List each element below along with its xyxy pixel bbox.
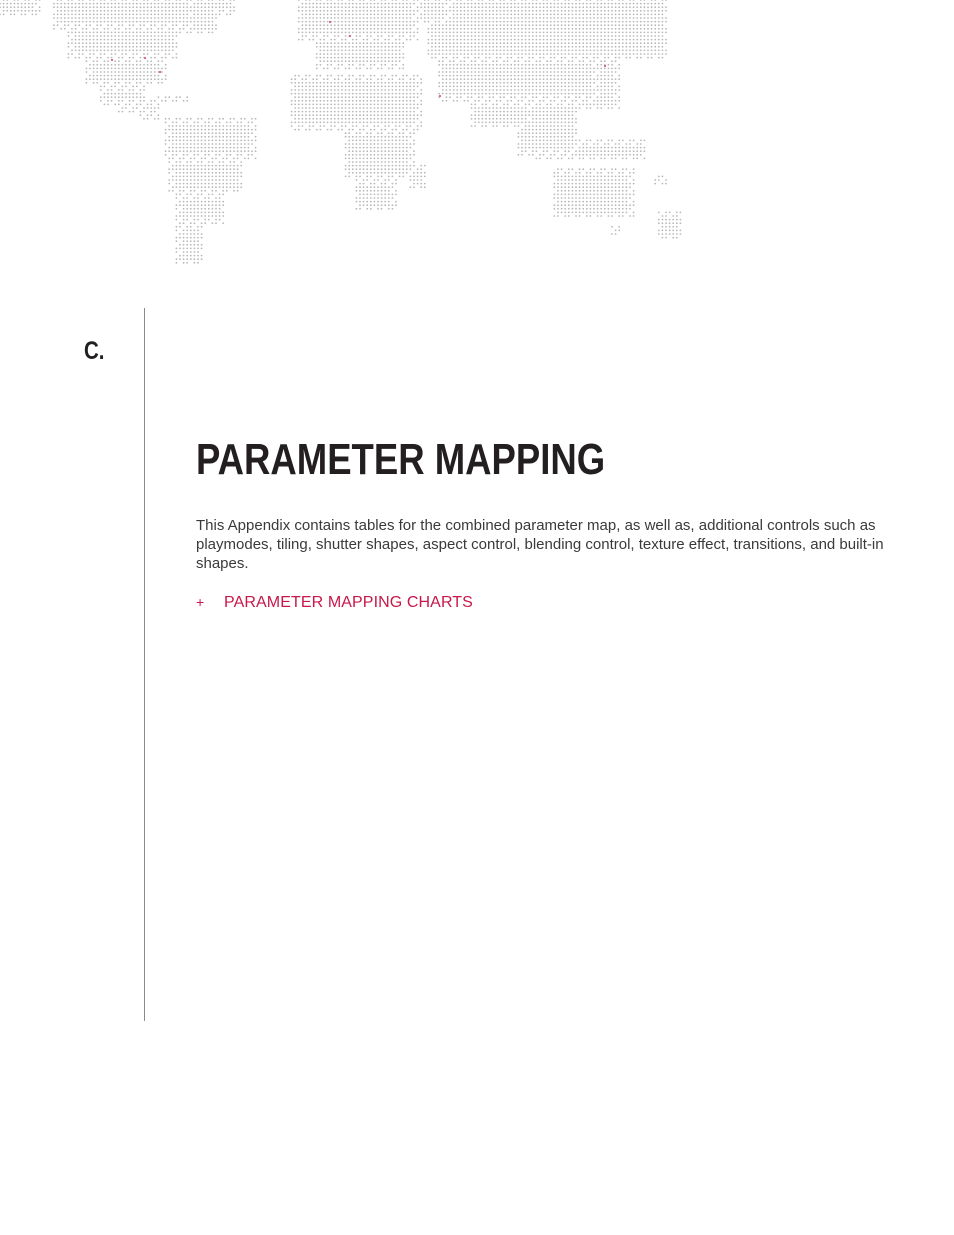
chapter-letter: C. [84,337,105,365]
toc-link-parameter-mapping-charts[interactable] [196,594,473,612]
plus-icon: + [196,594,205,610]
toc-link-label: PARAMETER MAPPING CHARTS [224,594,473,611]
vertical-divider [144,308,145,1021]
intro-paragraph: This Appendix contains tables for the combined parameter map, as well as, additional controls such as playmodes, tiling, shutter shapes, aspect control, blending control, texture effect, transitions, and built-in shapes. [196,517,884,572]
page-title: PARAMETER MAPPING [196,435,606,484]
world-map-icon [0,0,700,270]
